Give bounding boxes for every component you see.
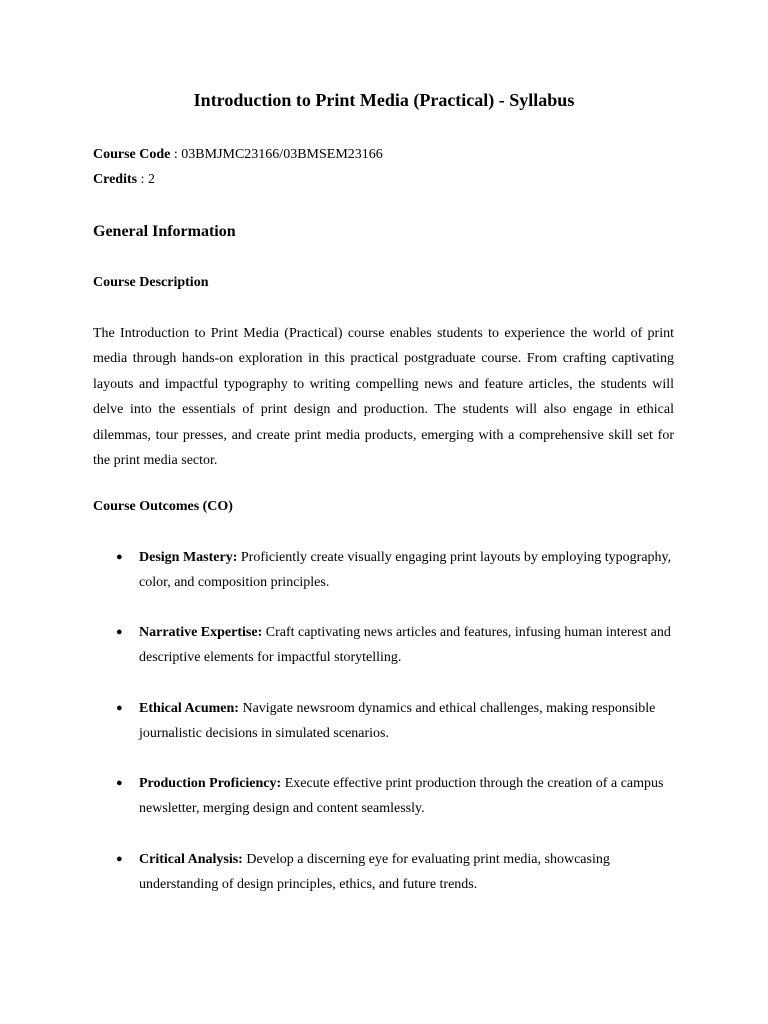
outcome-text: Craft captivating news articles and features, infusing human interest and descriptive elements for impactful storytelling. (139, 625, 671, 666)
bullet-icon: ● (116, 551, 123, 563)
outcome-term: Design Mastery: (139, 550, 238, 565)
general-information-heading: General Information (93, 223, 236, 240)
outcome-text: Develop a discerning eye for evaluating print media, showcasing understanding of design principles, ethics, and future trends. (139, 852, 610, 893)
outcome-text: Navigate newsroom dynamics and ethical challenges, making responsible journalistic decisions in simulated scenarios. (139, 701, 656, 742)
course-code-label: Course Code (93, 147, 171, 162)
bullet-icon: ● (116, 702, 123, 714)
credits-line (93, 170, 155, 190)
credits-label: Credits (93, 172, 138, 187)
course-outcomes-heading: Course Outcomes (CO) (93, 499, 233, 514)
outcome-text: Proficiently create visually engaging print layouts by employing typography, color, and composition principles. (139, 550, 672, 591)
page-title: Introduction to Print Media (Practical) - Syllabus (193, 90, 575, 110)
outcome-term: Production Proficiency: (139, 776, 282, 791)
bullet-icon: ● (116, 626, 123, 638)
outcome-term: Narrative Expertise: (139, 625, 263, 640)
course-description-body: The Introduction to Print Media (Practical) course enables students to experience the world of print media through hands-on exploration in this practical postgraduate course. From crafting captivating layouts and impactful typography to writing compelling news and feature articles, the students will delve into the essentials of print design and production. The students will also engage in ethical dilemmas, tour presses, and create print media products, emerging with a comprehensive skill set for the print media sector. (93, 326, 674, 469)
outcome-term: Ethical Acumen: (139, 701, 239, 716)
course-code-line (93, 145, 383, 165)
course-description-heading: Course Description (93, 275, 209, 290)
credits-value: 2 (147, 172, 155, 187)
outcome-text: Execute effective print production through the creation of a campus newsletter, merging design and content seamlessly. (139, 776, 664, 817)
course-code-value: 03BMJMC23166/03BMSEM23166 (181, 147, 383, 162)
credits-separator: : (137, 172, 148, 187)
outcome-term: Critical Analysis: (139, 852, 243, 867)
course-code-separator: : (170, 147, 182, 162)
bullet-icon: ● (116, 777, 123, 789)
bullet-icon: ● (116, 853, 123, 865)
